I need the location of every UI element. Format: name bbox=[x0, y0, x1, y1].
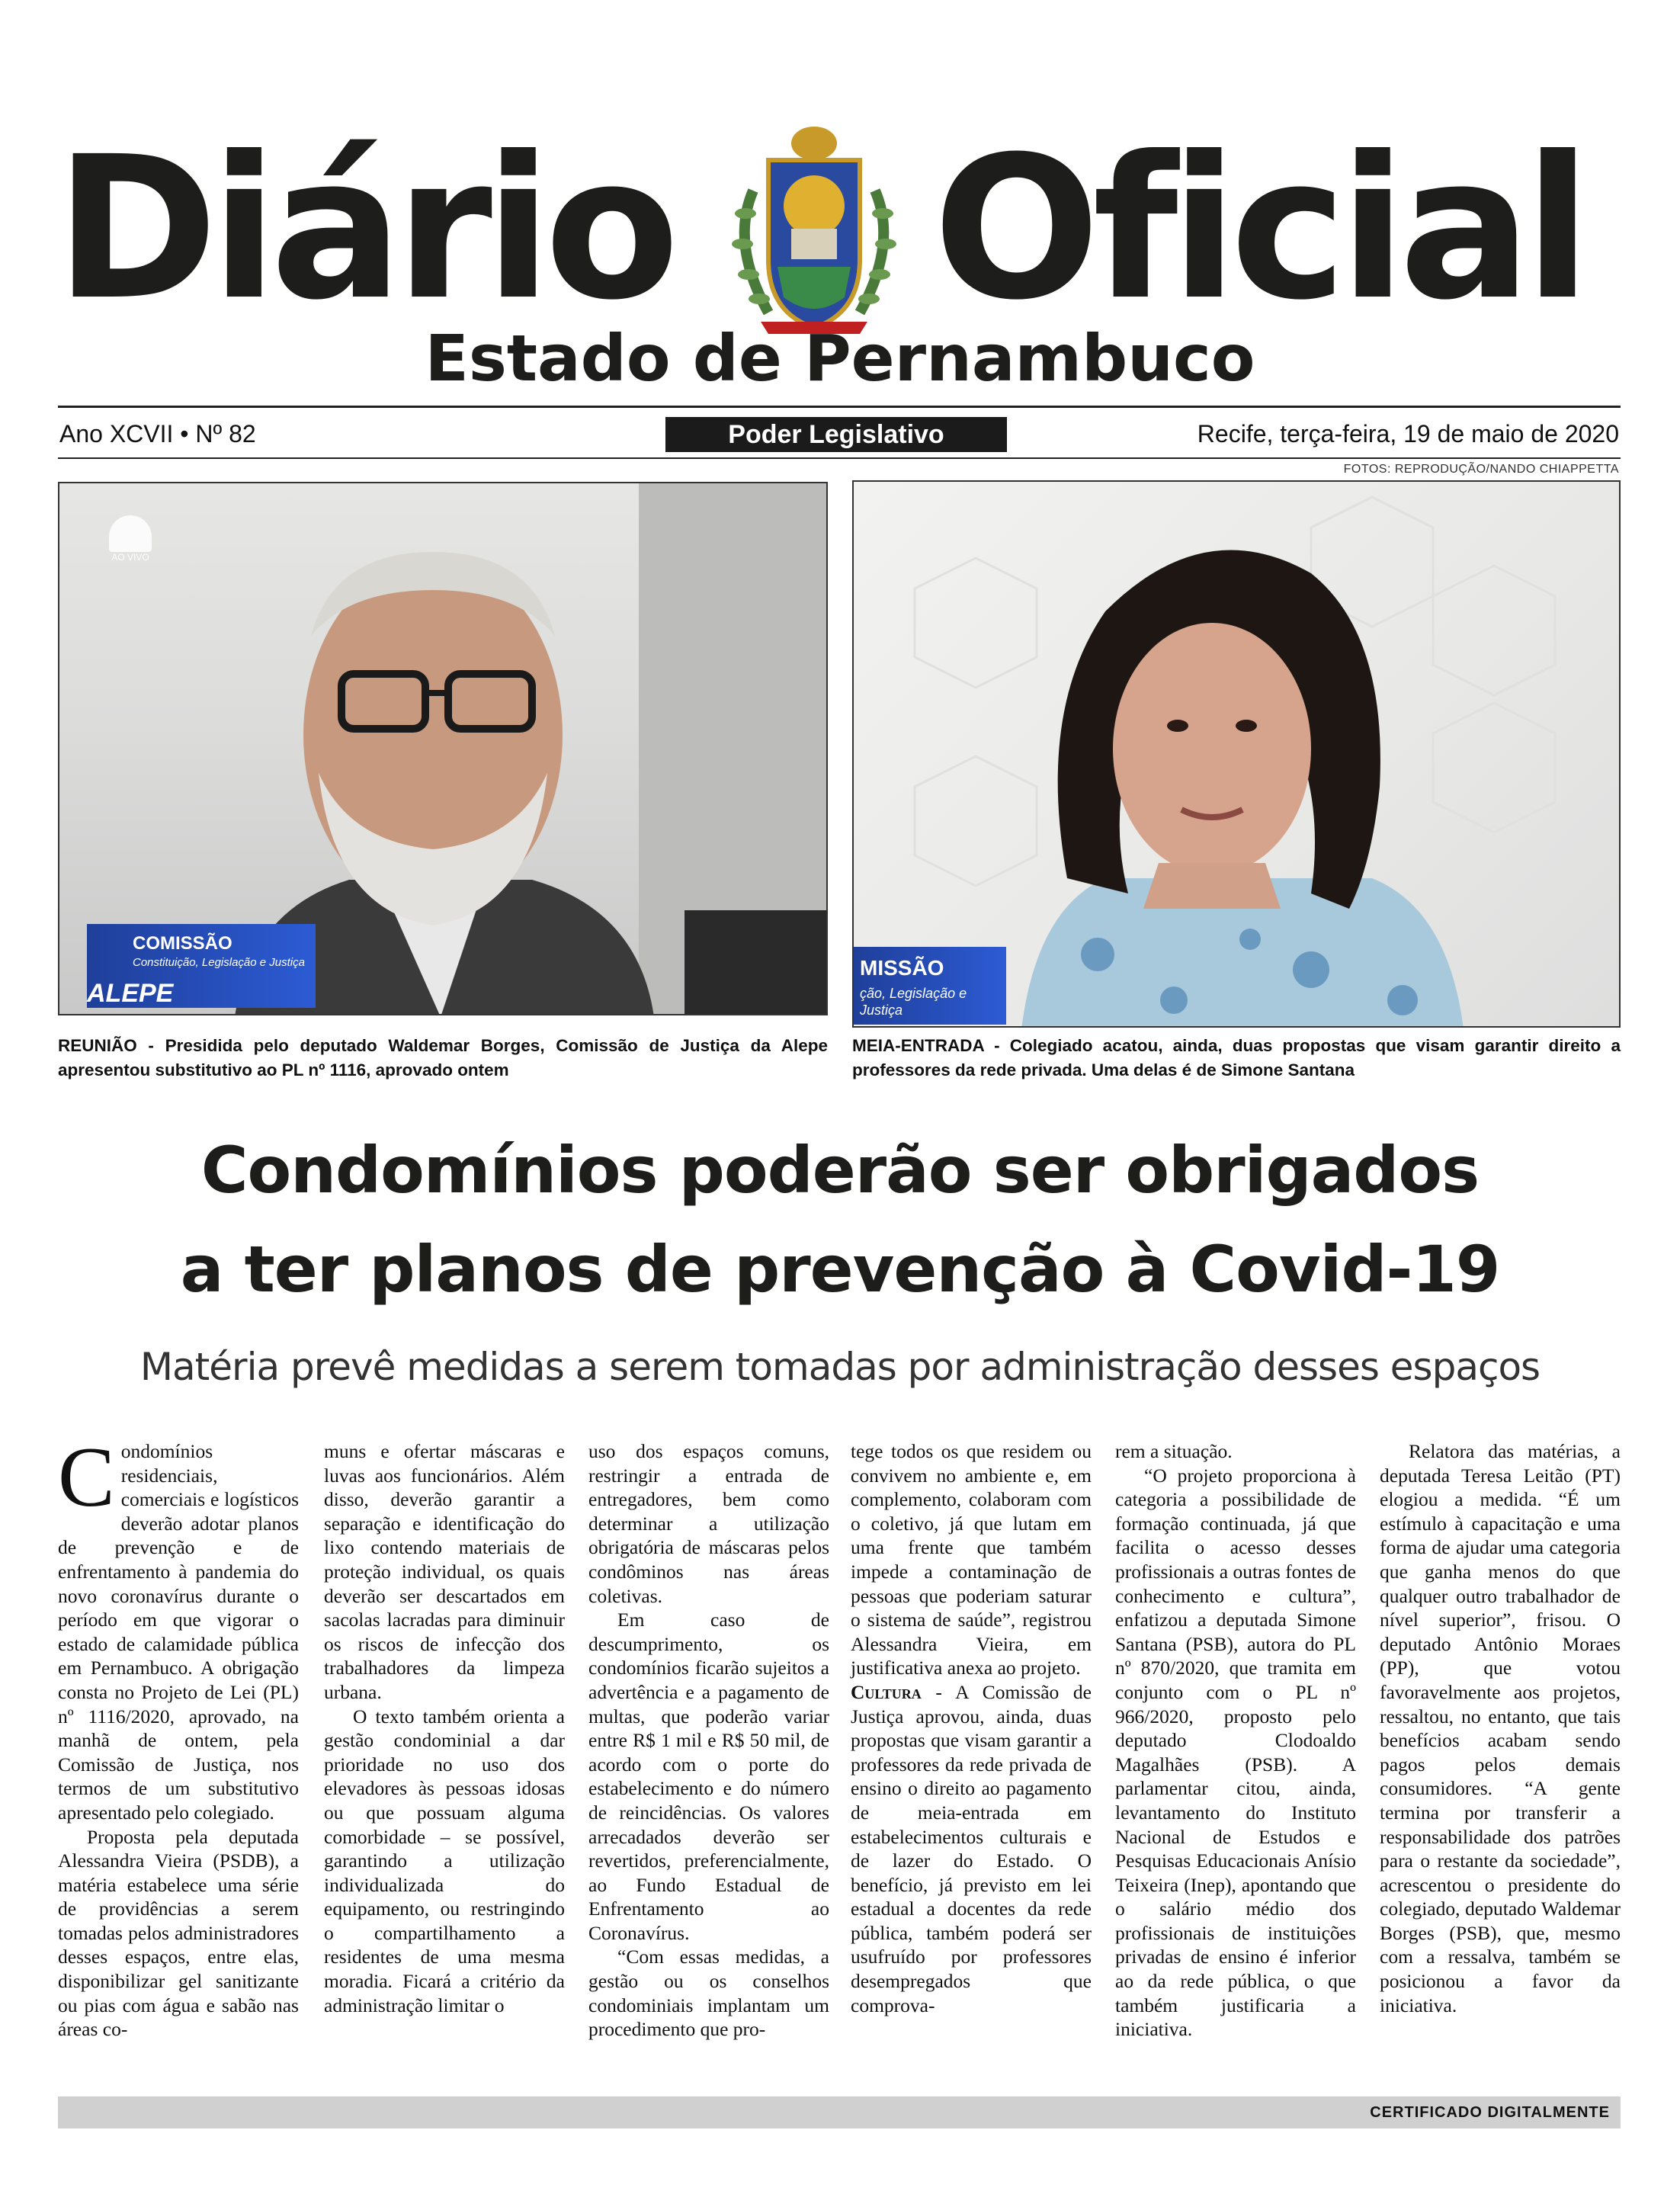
section-badge: Poder Legislativo bbox=[665, 417, 1007, 452]
paragraph: tege todos os que residem ou convivem no ambiente e, em complemento, colaboram com o coletivo, já que lutam em uma frente que também impede a contaminação de pessoas que poderiam saturar o sistema de saúde”, registrou Alessandra Vieira, em justificativa anexa ao projeto. bbox=[851, 1440, 1092, 1679]
alepe-live-logo bbox=[104, 515, 157, 563]
paragraph: O texto também orienta a gestão condominial a dar prioridade no uso dos elevadores às pessoas idosas ou que possuam alguma comorbidade – se possível, garantindo a utilização individualizada do equipamento, ou restringindo o compartilhamento a residentes de uma mesma moradia. Ficará a critério da administração limitar o bbox=[324, 1705, 565, 2016]
live-label: AO VIVO bbox=[111, 552, 149, 563]
lower-third-brand: ALEPE bbox=[87, 979, 174, 1008]
tv-lower-third-right bbox=[854, 947, 1006, 1025]
paragraph: ondomínios residenciais, comerciais e logísticos deverão adotar planos de prevenção e de enfrentamento à pandemia do novo coronavírus durante o período em que vigorar o estado de calamidade pública em Pernambuco. A obrigação consta no Projeto de Lei (PL) nº 1116/2020, aprovado, na manhã de ontem, pela Comissão de Justiça, nos termos de um substitutivo apresentado pelo colegiado. bbox=[58, 1440, 299, 1824]
edition-number: Ano XCVII • Nº 82 bbox=[59, 420, 256, 448]
photo-caption-left: REUNIÃO - Presidida pelo deputado Waldemar Borges, Comissão de Justiça da Alepe apresentou substitutivo ao PL nº 1116, aprovado ontem bbox=[58, 1036, 828, 1079]
bottom-rule bbox=[58, 457, 1621, 459]
photo-caption-right: MEIA-ENTRADA - Colegiado acatou, ainda, duas propostas que visam garantir direito a professores da rede privada. Uma delas é de Simone Santana bbox=[852, 1036, 1621, 1079]
paragraph: “O projeto proporciona à categoria a possibilidade de formação continuada, já que facilita o acesso desses profissionais a outras fontes de conhecimento e cultura”, enfatizou a deputada Simone Santana (PSB), autora do PL nº 870/2020, que tramita em conjunto com o PL nº 966/2020, proposto pelo deputado Clodoaldo Magalhães (PSB). A parlamentar citou, ainda, levantamento do Instituto Nacional de Estudos e Pesquisas Educacionais Anísio Teixeira (Inep), apontando que o salário médio dos profissionais de instituições privadas de ensino é inferior ao da rede pública, o que também justificaria a iniciativa. bbox=[1115, 1464, 1356, 2041]
paragraph: “Com essas medidas, a gestão ou os conselhos condominiais implantam um procedimento que pro- bbox=[588, 1946, 829, 2041]
paragraph: rem a situação. bbox=[1115, 1440, 1233, 1462]
coat-of-arms-icon bbox=[723, 122, 906, 335]
headline-line-2: a ter planos de prevenção à Covid-19 bbox=[180, 1232, 1500, 1307]
paragraph: Em caso de descumprimento, os condomínios ficarão sujeitos a advertência e a pagamento de multas, que poderão variar entre R$ 1 mil e R$ 50 mil, de acordo com o porte do estabelecimento e do número de reincidências. Os valores arrecadados deverão ser revertidos, preferencialmente, ao Fundo Estadual de Enfrentamento ao Coronavírus. bbox=[588, 1609, 829, 1944]
masthead-subtitle: Estado de Pernambuco bbox=[425, 321, 1255, 396]
masthead-title-right: Oficial bbox=[933, 114, 1584, 343]
paragraph: Relatora das matérias, a deputada Teresa Leitão (PT) elogiou a medida. “É um estímulo à capacitação e uma forma de ajudar uma categoria que ganha menos do que qualquer outro trabalhador de nível superior”, frisou. O deputado Antônio Moraes (PP), que votou favoravelmente aos projetos, ressaltou, no entanto, que tais benefícios acabam sendo pagos pelos demais consumidores. “A gente termina por transferir a responsabilidade dos patrões para o restante da sociedade”, acrescentou o presidente do colegiado, deputado Waldemar Borges (PSB), que, mesmo com a ressalva, também se posicionou a favor da iniciativa. bbox=[1380, 1440, 1621, 2016]
photo-waldemar-borges bbox=[58, 482, 828, 1015]
section-kicker: Cultura bbox=[851, 1680, 922, 1703]
article-column-2 bbox=[324, 1439, 565, 2017]
photo-credit: FOTOS: REPRODUÇÃO/NANDO CHIAPPETTA bbox=[1343, 463, 1619, 476]
masthead-title-left: Diário bbox=[55, 114, 672, 343]
building-icon bbox=[109, 515, 152, 552]
tv-lower-third-left bbox=[87, 924, 316, 1008]
top-rule bbox=[58, 406, 1621, 408]
paragraph: Proposta pela deputada Alessandra Vieira (PSDB), a matéria estabelece uma série de providências a serem tomadas pelos administradores desses espaços, entre elas, disponibilizar gel sanitizante ou pias com água e sabão nas áreas co- bbox=[58, 1825, 299, 2041]
article-column-3 bbox=[588, 1439, 829, 2042]
lower-third-title: COMISSÃO bbox=[133, 933, 232, 954]
photo-simone-santana bbox=[852, 480, 1621, 1028]
article-column-4 bbox=[851, 1439, 1092, 2017]
lower-third-subtitle: ção, Legislação e Justiça bbox=[860, 986, 967, 1018]
lower-third-title: MISSÃO bbox=[860, 956, 944, 980]
dateline: Recife, terça-feira, 19 de maio de 2020 bbox=[1197, 420, 1619, 448]
article-column-1 bbox=[58, 1430, 299, 2042]
paragraph: - A Comissão de Justiça aprovou, ainda, duas propostas que visam garantir a professores da rede privada de ensino o direito ao pagamento de meia-entrada em estabelecimentos culturais e de lazer do Estado. O benefício, já previsto em lei estadual a docentes da rede pública, também poderá ser usufruído por professores desempregados que comprova- bbox=[851, 1680, 1092, 2016]
woman-portrait-image bbox=[854, 482, 1621, 1028]
masthead bbox=[0, 114, 1680, 343]
headline bbox=[0, 1121, 1680, 1319]
deck: Matéria prevê medidas a serem tomadas por administração desses espaços bbox=[139, 1345, 1541, 1389]
lower-third-subtitle: Constituição, Legislação e Justiça bbox=[133, 956, 305, 969]
headline-line-1: Condomínios poderão ser obrigados bbox=[200, 1133, 1480, 1208]
article-column-6 bbox=[1380, 1439, 1621, 2017]
paragraph: muns e ofertar máscaras e luvas aos funcionários. Além disso, deverão garantir a separação e identificação do lixo contendo materiais de proteção individual, os quais deverão ser descartados em sacolas lacradas para diminuir os riscos de infecção dos trabalhadores da limpeza urbana. bbox=[324, 1440, 565, 1703]
paragraph: uso dos espaços comuns, restringir a entrada de entregadores, bem como determinar a utilização obrigatória de máscaras pelos condôminos nas áreas coletivas. bbox=[588, 1440, 829, 1607]
certification-label: CERTIFICADO DIGITALMENTE bbox=[1370, 2104, 1610, 2121]
drop-cap: C bbox=[58, 1430, 115, 1525]
article-column-5 bbox=[1115, 1439, 1356, 2042]
